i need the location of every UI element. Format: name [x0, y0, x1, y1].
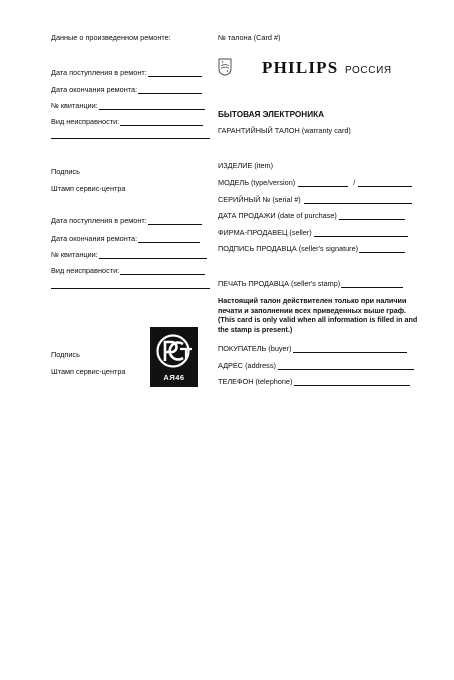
address-label: АДРЕС (address) — [218, 361, 276, 370]
seller-sign-label: ПОДПИСЬ ПРОДАВЦА (seller's signature) — [218, 244, 359, 253]
receipt-row-1 — [51, 101, 205, 110]
country-label: РОССИЯ — [345, 65, 392, 76]
fault-field[interactable] — [120, 118, 203, 126]
fault-extra-line-2[interactable] — [51, 288, 210, 289]
received-date-field[interactable] — [148, 69, 202, 77]
talon-number-label: № талона (Card #) — [218, 33, 281, 42]
model-version-field[interactable] — [358, 179, 412, 187]
receipt-field[interactable] — [99, 251, 207, 259]
receipt-field[interactable] — [99, 102, 205, 110]
buyer-row — [218, 344, 407, 353]
stamp-label-1: Штамп сервис-центра — [51, 184, 126, 193]
model-type-field[interactable] — [298, 179, 348, 187]
received-date-label: Дата поступления в ремонт: — [51, 216, 147, 225]
phone-row — [218, 377, 410, 386]
receipt-label: № квитанции: — [51, 101, 98, 110]
model-label: МОДЕЛЬ (type/version) — [218, 178, 296, 187]
brand-logo: PHILIPS — [262, 58, 339, 77]
received-date-row-1 — [51, 68, 202, 77]
fault-label: Вид неисправности: — [51, 117, 120, 126]
certification-code: АЯ46 — [163, 373, 185, 382]
seller-stamp-label: ПЕЧАТЬ ПРОДАВЦА (seller's stamp) — [218, 279, 341, 288]
seller-stamp-field[interactable] — [341, 280, 403, 288]
address-row — [218, 361, 414, 370]
signature-label-1: Подпись — [51, 167, 80, 176]
card-title: ГАРАНТИЙНЫЙ ТАЛОН (warranty card) — [218, 126, 351, 135]
fault-extra-line-1[interactable] — [51, 138, 210, 139]
finished-date-field[interactable] — [138, 235, 200, 243]
finished-date-field[interactable] — [138, 86, 202, 94]
seller-firm-field[interactable] — [314, 229, 408, 237]
received-date-label: Дата поступления в ремонт: — [51, 68, 147, 77]
seller-firm-label: ФИРМА-ПРОДАВЕЦ (seller) — [218, 228, 312, 237]
stamp-label-2: Штамп сервис-центра — [51, 367, 126, 376]
seller-sign-field[interactable] — [359, 245, 405, 253]
item-label: ИЗДЕЛИЕ (item) — [218, 161, 274, 170]
fault-row-2 — [51, 266, 205, 275]
received-date-field[interactable] — [148, 217, 202, 225]
finished-date-label: Дата окончания ремонта: — [51, 85, 138, 94]
validity-notice: Настоящий талон действителен только при наличии печати и заполнении всех приведенных выше граф. (This card is only valid when all information is filled in and the stamp is present.) — [218, 296, 418, 334]
receipt-row-2 — [51, 250, 207, 259]
philips-shield-icon — [218, 58, 232, 76]
phone-label: ТЕЛЕФОН (telephone) — [218, 377, 293, 386]
certification-mark — [150, 327, 198, 387]
phone-field[interactable] — [294, 378, 410, 386]
sale-date-label: ДАТА ПРОДАЖИ (date of purchase) — [218, 211, 337, 220]
receipt-label: № квитанции: — [51, 250, 98, 259]
sale-date-field[interactable] — [339, 212, 405, 220]
finished-date-row-2 — [51, 234, 200, 243]
signature-label-2: Подпись — [51, 350, 80, 359]
seller-sign-row — [218, 244, 405, 253]
fault-label: Вид неисправности: — [51, 266, 120, 275]
finished-date-row-1 — [51, 85, 202, 94]
repair-data-header: Данные о произведенном ремонте: — [51, 33, 171, 42]
model-row — [218, 178, 412, 187]
address-field[interactable] — [278, 362, 414, 370]
serial-row — [218, 195, 412, 204]
seller-firm-row — [218, 228, 408, 237]
serial-field[interactable] — [304, 196, 412, 204]
fault-row-1 — [51, 117, 203, 126]
model-separator: / — [353, 178, 356, 187]
buyer-label: ПОКУПАТЕЛЬ (buyer) — [218, 344, 292, 353]
sale-date-row — [218, 211, 405, 220]
seller-stamp-row — [218, 279, 403, 288]
buyer-field[interactable] — [293, 345, 407, 353]
serial-label: СЕРИЙНЫЙ № (serial #) — [218, 195, 301, 204]
finished-date-label: Дата окончания ремонта: — [51, 234, 138, 243]
fault-field[interactable] — [120, 267, 205, 275]
received-date-row-2 — [51, 216, 202, 225]
section-title: БЫТОВАЯ ЭЛЕКТРОНИКА — [218, 110, 324, 119]
